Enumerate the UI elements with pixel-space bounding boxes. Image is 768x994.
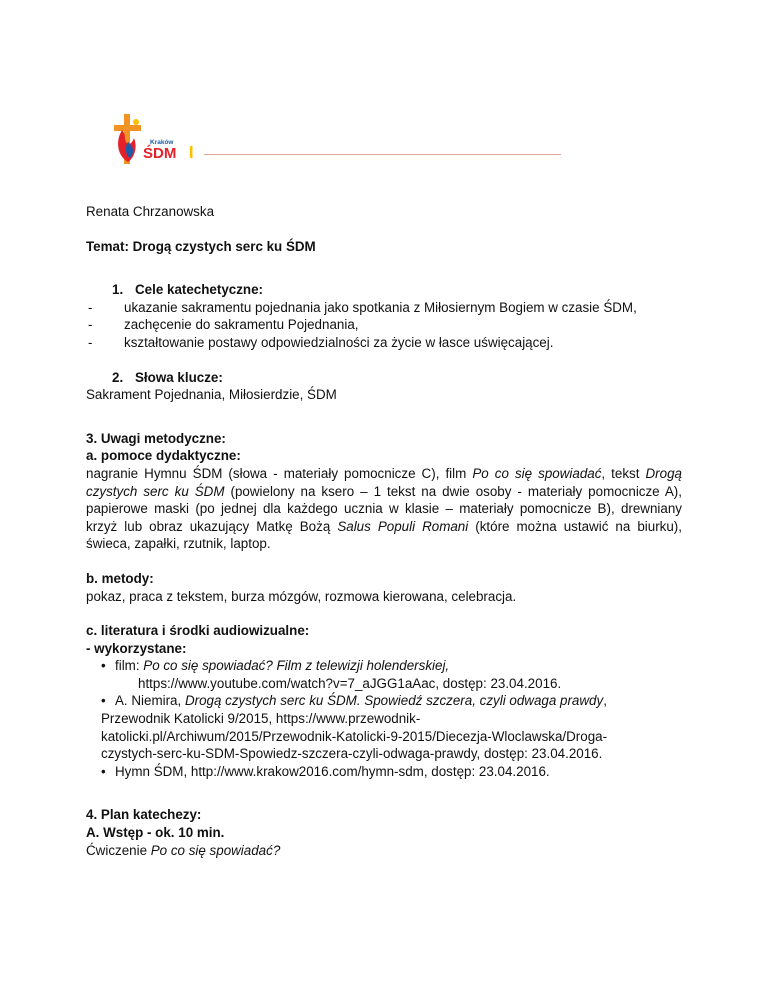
keywords-text: Sakrament Pojednania, Miłosierdzie, ŚDM xyxy=(86,387,337,403)
article-url[interactable]: katolicki.pl/Archiwum/2015/Przewodnik-Katolicki-9-2015/Diecezja-Wloclawska/Droga- xyxy=(101,728,608,744)
sdm-krakow-logo xyxy=(112,112,204,170)
aids-text: nagranie Hymnu ŚDM (słowa - materiały pomocnicze C), film Po co się spowiadać, tekst Drogą czystych serc ku ŚDM (powielony na ksero – 1 tekst na dwie osoby - materiały pomocnicze A), papierowe maski (po jednej dla każdego ucznia w klasie – materiały pomocnicze B), drewniany krzyż lub obraz ukazujący Matkę Bożą Salus Populi Romani (które można ustawić na biurku), świeca, zapałki, rzutnik, laptop. xyxy=(86,465,682,552)
literature-item-article: • A. Niemira, Drogą czystych serc ku ŚDM. Spowiedź szczera, czyli odwaga prawdy, xyxy=(101,693,607,709)
author-name: Renata Chrzanowska xyxy=(86,204,215,219)
document-body xyxy=(86,203,682,859)
literature-list xyxy=(86,657,682,780)
article-url-cont[interactable]: czystych-serc-ku-SDM-Spowiedz-szczera-czyli-odwaga-prawdy, dostęp: 23.04.2016. xyxy=(101,746,603,762)
topic-line: Temat: Drogą czystych serc ku ŚDM xyxy=(86,238,316,254)
goal-item: - kształtowanie postawy odpowiedzialności za życie w łasce uświęcającej. xyxy=(88,334,554,350)
keywords-heading: 2. Słowa klucze: xyxy=(112,369,223,385)
literature-used: - wykorzystane: xyxy=(86,640,187,656)
logo-city: Kraków xyxy=(150,139,174,146)
methods-text: pokaz, praca z tekstem, burza mózgów, rozmowa kierowana, celebracja. xyxy=(86,588,517,604)
remarks-heading: 3. Uwagi metodyczne: xyxy=(86,430,226,446)
aids-heading: a. pomoce dydaktyczne: xyxy=(86,448,241,464)
goal-item: - zachęcenie do sakramentu Pojednania, xyxy=(88,317,359,333)
plan-section-a: A. Wstęp - ok. 10 min. xyxy=(86,825,225,841)
literature-heading: c. literatura i środki audiowizualne: xyxy=(86,623,310,639)
literature-item-hymn: • Hymn ŚDM, http://www.krakow2016.com/hymn-sdm, dostęp: 23.04.2016. xyxy=(101,763,550,779)
goal-item: - ukazanie sakramentu pojednania jako spotkania z Miłosiernym Bogiem w czasie ŚDM, xyxy=(88,299,637,315)
film-url[interactable]: https://www.youtube.com/watch?v=7_aJGG1aAac, dostęp: 23.04.2016. xyxy=(138,675,562,691)
document-header xyxy=(112,112,567,172)
plan-exercise: Ćwiczenie Po co się spowiadać? xyxy=(86,842,281,858)
article-line-2: Przewodnik Katolicki 9/2015, https://www.przewodnik- xyxy=(101,711,421,727)
literature-item-film: • film: Po co się spowiadać? Film z telewizji holenderskiej, xyxy=(101,658,450,674)
goals-heading: 1. Cele katechetyczne: xyxy=(112,282,264,298)
logo-name: ŚDM xyxy=(143,145,177,162)
plan-heading: 4. Plan katechezy: xyxy=(86,807,202,823)
methods-heading: b. metody: xyxy=(86,570,154,586)
header-rule xyxy=(204,154,561,155)
